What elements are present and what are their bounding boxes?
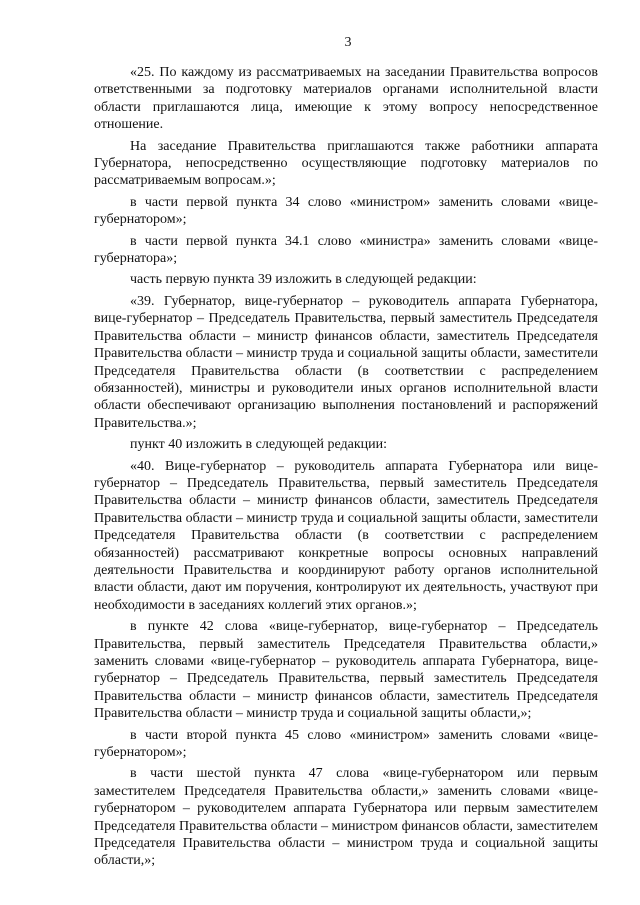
paragraph-point-40-intro: пункт 40 изложить в следующей редакции:: [130, 437, 387, 453]
paragraph-invitation: На заседание Правительства приглашаются также работники аппарата Губернатора, непосредственно осуществляющие подготовку материалов по рассматриваемым вопросам.»;: [94, 138, 598, 189]
paragraph-point-25: «25. По каждому из рассматриваемых на заседании Правительства вопросов ответственными за подготовку материалов органами исполнительной власти области приглашаются лица, имеющие к этому вопросу непосредственное отношение.: [94, 65, 598, 133]
paragraph-point-47: в части шестой пункта 47 слова «вице-губернатором или первым заместителем Председателя Правительства области,» заменить словами «вице-губернатором – руководителем аппарата Губернатора или первым заместителем Председателя Правительства области – министром финансов области, заместителем Председателя Правительства области – министром труда и социальной защиты области,»;: [94, 766, 598, 869]
paragraph-point-39-intro: часть первую пункта 39 изложить в следующей редакции:: [130, 272, 477, 288]
document-page: [94, 34, 598, 874]
paragraph-point-42: в пункте 42 слова «вице-губернатор, вице-губернатор – Председатель Правительства, первый заместитель Председателя Правительства области,» заменить словами «вице-губернатор – руководитель аппарата Губернатора, вице-губернатор – Председатель Правительства, первый заместитель Председателя Правительства области – министр финансов области, заместитель Председателя Правительства области – министр труда и социальной защиты области,»;: [94, 619, 598, 722]
paragraph-point-40: «40. Вице-губернатор – руководитель аппарата Губернатора или вице-губернатор – Председатель Правительства, первый заместитель Председателя Правительства области – министр финансов области, заместитель Председателя Правительства области – министр труда и социальной защиты области, заместители Председателя Правительства области (в соответствии с распределением обязанностей) рассматривают конкретные вопросы основных направлений деятельности Правительства и координируют работу органов исполнительной власти области, дают им поручения, контролируют их деятельность, участвуют при необходимости в заседаниях коллегий этих органов.»;: [94, 458, 598, 613]
paragraph-point-45: в части второй пункта 45 слово «министром» заменить словами «вице-губернатором»;: [94, 727, 598, 761]
paragraph-point-34-1: в части первой пункта 34.1 слово «министра» заменить словами «вице-губернатора»;: [94, 233, 598, 267]
paragraph-point-34: в части первой пункта 34 слово «министром» заменить словами «вице-губернатором»;: [94, 194, 598, 228]
page-number: 3: [344, 35, 352, 50]
paragraph-point-39: «39. Губернатор, вице-губернатор – руководитель аппарата Губернатора, вице-губернатор – Председатель Правительства, первый заместитель Председателя Правительства области – министр финансов области, заместитель Председателя Правительства области – министр труда и социальной защиты области, заместители Председателя Правительства области (в соответствии с распределением обязанностей), министры и руководители иных органов исполнительной власти области обеспечивают организацию выполнения постановлений и распоряжений Правительства.»;: [94, 293, 598, 431]
